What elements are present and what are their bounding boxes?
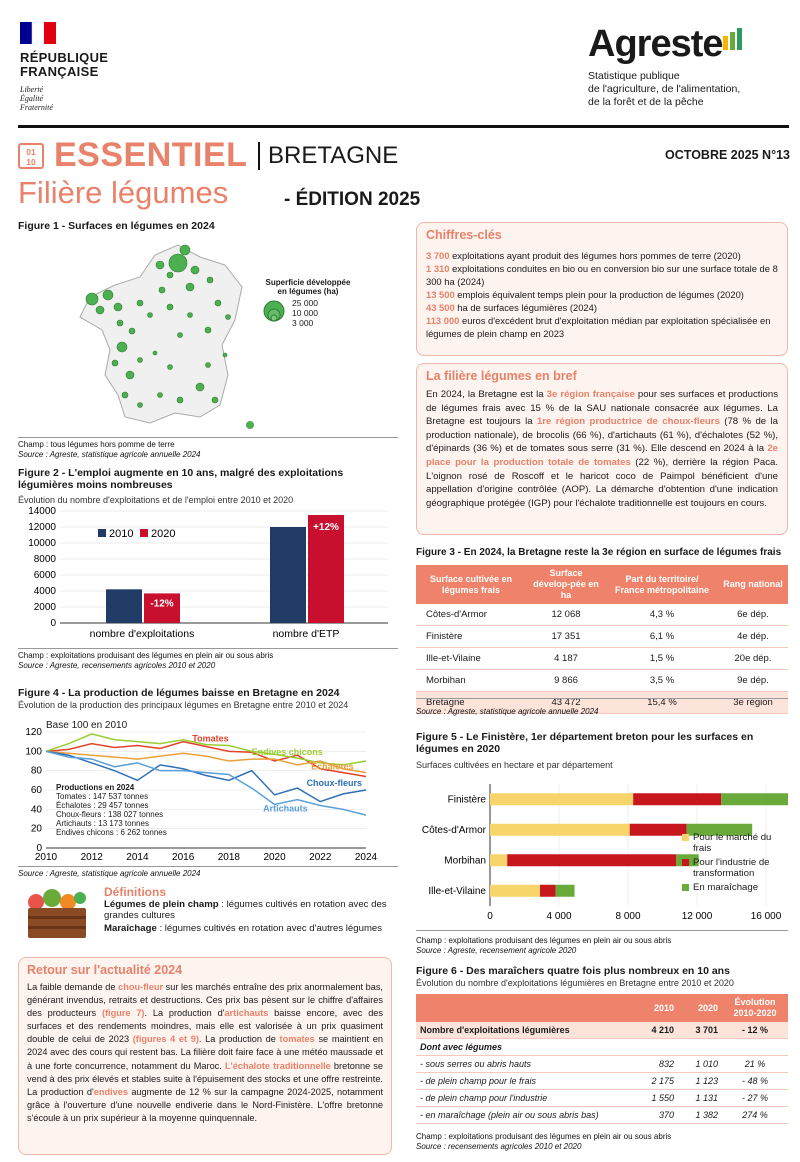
fig3-cell: 20e dép. xyxy=(718,648,788,670)
filiere-p3: (78 % de la production nationale), de brocolis (66 %), d'artichauts (61 %), d'échalotes (52 %), d'épinards (36 %) et de tomates sous serre (31 %). Elle descend en 2024 à la xyxy=(426,416,778,455)
fig2-chart xyxy=(18,505,398,645)
fig6-cell: 274 % xyxy=(722,1107,788,1124)
edition-label: - ÉDITION 2025 xyxy=(284,189,421,210)
retour-p3: . La production d' xyxy=(144,1008,225,1019)
fig5-bar-segment xyxy=(490,793,633,805)
fig2-subtitle: Évolution du nombre d'exploitations et de l'emploi entre 2010 et 2020 xyxy=(18,495,294,505)
fig2-ytick: 6000 xyxy=(33,570,56,581)
rf-line-1: RÉPUBLIQUE xyxy=(20,50,109,65)
retour-p1: La faible demande de xyxy=(27,982,119,992)
retour-k1: chou-fleur xyxy=(118,982,164,992)
fig2-bar-2010-1 xyxy=(270,527,306,623)
fig3-cell: 9e dép. xyxy=(718,670,788,692)
fig4-prod-endives: Endives chicons : 6 262 tonnes xyxy=(56,828,167,837)
fig2-ytick: 0 xyxy=(50,618,56,629)
retour-text xyxy=(27,981,383,1125)
fig1-legend-circles xyxy=(262,296,292,326)
filiere-k3: 2e place pour la production totale de tomates xyxy=(426,443,778,468)
chiffre-value: 43 500 xyxy=(426,302,455,313)
fig1-legend-v2: 10 000 xyxy=(292,308,318,318)
retour-p4: baisse encore, avec des surfaces et des rendements moindres, mais elle est valorisée à un prix quasiment double de celui de 2023 xyxy=(27,1008,384,1045)
filiere-k2: 1re région productrice de choux-fleurs xyxy=(536,416,720,428)
fig6-row xyxy=(416,1073,788,1090)
fig5-bar-segment xyxy=(630,824,687,836)
fig6-h3: Évolution 2010-2020 xyxy=(722,994,788,1022)
fig2-legend-label: 2020 xyxy=(151,528,176,540)
fig4-prod-chouxfleurs: Choux-fleurs : 138 027 tonnes xyxy=(56,810,164,819)
definitions-title: Définitions xyxy=(104,885,166,899)
fig4-series-label: Endives chicons xyxy=(251,747,323,758)
fig6-cell: 2 175 xyxy=(634,1073,678,1090)
definition-1 xyxy=(104,899,394,921)
fig5-bar-segment xyxy=(721,793,788,805)
essentiel-badge xyxy=(18,143,44,169)
chiffre-item xyxy=(426,314,778,340)
fig3-cell: 4 187 xyxy=(526,648,606,670)
motto-liberte: Liberté xyxy=(20,85,44,94)
fig2-data-label: +12% xyxy=(313,522,339,533)
fig5-legend-swatch xyxy=(682,834,689,841)
fig2-bar-2010-0 xyxy=(106,589,142,623)
chiffres-title: Chiffres-clés xyxy=(426,228,502,242)
retour-k6: L'échalote traditionnelle xyxy=(224,1060,331,1071)
fig4-series-label: Artichauts xyxy=(263,803,308,814)
chiffre-value: 13 500 xyxy=(426,289,455,300)
fig2-divider xyxy=(18,648,398,649)
fig4-divider xyxy=(18,866,398,867)
fig6-cell: 1 382 xyxy=(678,1107,722,1124)
fig4-productions xyxy=(56,783,167,837)
fig5-ytick: Côtes-d'Armor xyxy=(421,824,486,836)
fig6-cell: 1 123 xyxy=(678,1073,722,1090)
fig6-row xyxy=(416,1090,788,1107)
fig1-note-text: Champ : tous légumes hors pomme de terre xyxy=(18,440,175,449)
fig4-prod-echalotes: Échalotes : 29 457 tonnes xyxy=(56,801,149,810)
filiere-title: La filière légumes en bref xyxy=(426,369,577,383)
fig1-note xyxy=(18,440,200,459)
definition-2-term: Maraîchage xyxy=(104,923,157,934)
fig6-note: Champ : exploitations produisant des légumes en plein air ou sous abris xyxy=(416,1132,672,1141)
fig5-note: Champ : exploitations produisant des légumes en plein air ou sous abris xyxy=(416,936,672,945)
chiffre-text: exploitations ayant produit des légumes hors pommes de terre (2020) xyxy=(449,250,741,261)
fig2-legend-swatch xyxy=(140,529,148,537)
fig4-subtitle: Évolution de la production des principaux légumes en Bretagne entre 2010 et 2024 xyxy=(18,700,349,710)
fig3-cell: 3,5 % xyxy=(606,670,718,692)
fig5-bar-segment xyxy=(490,824,630,836)
filiere-text xyxy=(426,388,778,510)
fig5-legend-label: Pour l'industrie de transformation xyxy=(693,857,770,879)
fig2-note: Champ : exploitations produisant des légumes en plein air ou sous abris xyxy=(18,651,274,660)
fig2-data-label: -12% xyxy=(150,598,174,610)
chiffre-item xyxy=(426,249,778,262)
agreste-bars-icon xyxy=(723,28,743,50)
agreste-sub-3: de la forêt et de la pêche xyxy=(588,96,704,108)
fig6-cell: 1 131 xyxy=(678,1090,722,1107)
fig3-cell: 3e région xyxy=(718,692,788,714)
fig2-ytick: 4000 xyxy=(33,586,56,597)
fig3-cell: 43 472 xyxy=(526,692,606,714)
fig4-xtick: 2014 xyxy=(126,852,149,863)
retour-k3: artichauts xyxy=(224,1008,269,1019)
fig3-row xyxy=(416,648,788,670)
chiffre-text: ha de surfaces légumières (2024) xyxy=(454,302,597,313)
fig6-cell: 1 010 xyxy=(678,1056,722,1073)
fig6-main-evol: - 12 % xyxy=(722,1022,788,1039)
fig4-xtick: 2012 xyxy=(80,852,103,863)
definition-1-term: Légumes de plein champ xyxy=(104,899,219,910)
fig6-main-label: Nombre d'exploitations légumières xyxy=(416,1022,634,1039)
badge-bottom: 10 xyxy=(26,157,36,167)
agreste-sub-1: Statistique publique xyxy=(588,70,680,82)
fig2-ytick: 14000 xyxy=(28,506,56,517)
chiffre-item xyxy=(426,288,778,301)
fig3-cell: 9 866 xyxy=(526,670,606,692)
retour-p5: . La production de xyxy=(198,1034,280,1045)
fig1-legend-title-1: Superficie développée xyxy=(265,278,351,287)
fig1-legend-v1: 25 000 xyxy=(292,298,318,308)
fig6-dont-row xyxy=(416,1039,788,1056)
fig4-source: Source : Agreste, statistique agricole annuelle 2024 xyxy=(18,869,201,878)
badge-top: 01 xyxy=(26,147,36,157)
republique-francaise-logo xyxy=(20,22,140,112)
fig3-cell: Morbihan xyxy=(416,670,526,692)
fig2-legend-label: 2010 xyxy=(109,528,134,540)
fig6-cell: - 27 % xyxy=(722,1090,788,1107)
fig1-divider xyxy=(18,437,398,438)
fig3-cell: 15,4 % xyxy=(606,692,718,714)
fig6-row xyxy=(416,1107,788,1124)
fig6-h1: 2010 xyxy=(634,994,678,1022)
fig6-title: Figure 6 - Des maraîchers quatre fois plus nombreux en 10 ans xyxy=(416,965,730,977)
fig4-xtick: 2022 xyxy=(309,852,332,863)
fig5-bar-segment xyxy=(540,885,556,897)
fig5-xtick: 0 xyxy=(487,911,493,922)
fig3-source: Source : Agreste, statistique agricole annuelle 2024 xyxy=(416,707,599,716)
fig6-cell: - en maraîchage (plein air ou sous abris bas) xyxy=(416,1107,634,1124)
header-rule xyxy=(18,125,789,128)
fig5-bar-segment xyxy=(507,854,676,866)
chiffre-text: emplois équivalent temps plein pour la production de légumes (2020) xyxy=(454,289,744,300)
fig5-legend-swatch xyxy=(682,859,689,866)
fig5-bar-segment xyxy=(556,885,575,897)
fig3-cell: 4,3 % xyxy=(606,604,718,626)
fig2-legend-swatch xyxy=(98,529,106,537)
fig1-map xyxy=(60,235,260,435)
fig3-title: Figure 3 - En 2024, la Bretagne reste la 3e région en surface de légumes frais xyxy=(416,547,782,558)
agreste-logo xyxy=(588,22,788,109)
fig1-source: Source : Agreste, statistique agricole annuelle 2024 xyxy=(18,449,201,459)
essentiel-title: ESSENTIEL xyxy=(54,136,248,174)
fig5-ytick: Morbihan xyxy=(444,855,486,867)
fig4-series-label: Tomates xyxy=(192,733,229,744)
fig4-ytick: 60 xyxy=(30,785,42,796)
filiere-panel xyxy=(416,363,788,535)
fig6-cell: 832 xyxy=(634,1056,678,1073)
fig3-table xyxy=(416,565,788,714)
fig3-cell: 4e dép. xyxy=(718,626,788,648)
chiffre-item xyxy=(426,262,778,288)
fig3-cell: 12 068 xyxy=(526,604,606,626)
fig4-xtick: 2010 xyxy=(34,852,58,863)
fig2-ytick: 2000 xyxy=(33,602,56,613)
definition-2 xyxy=(104,923,394,934)
fig1-legend-values xyxy=(292,298,318,328)
fig3-cell: 17 351 xyxy=(526,626,606,648)
fig6-cell: - de plein champ pour l'industrie xyxy=(416,1090,634,1107)
fig5-xtick: 4 000 xyxy=(546,911,572,922)
fig5-bar-segment xyxy=(633,793,721,805)
fig5-subtitle: Surfaces cultivées en hectare et par département xyxy=(416,760,613,770)
fig6-cell: - de plein champ pour le frais xyxy=(416,1073,634,1090)
fig5-xtick: 12 000 xyxy=(681,911,713,922)
fig5-xtick: 16 000 xyxy=(750,911,782,922)
retour-p8: augmente de 12 % sur la campagne 2024-2025, notamment grâce à l'ouverture d'une nouvelle endiverie dans le Nord-Finistère. L'offre bretonne s'écoule à un prix supérieur à la moyenne quinquennale. xyxy=(27,1086,384,1123)
fig4-prod-tomates: Tomates : 147 537 tonnes xyxy=(56,792,149,801)
fig5-source: Source : Agreste, recensement agricole 2020 xyxy=(416,945,577,955)
retour-p6: se maintient en 2024 avec des cours qui restent bas. La filière doit faire face à une météo maussade et à une forte concurrence, notamment du Maroc. xyxy=(27,1034,383,1071)
retour-p2: sur les marchés entraîne des prix anormalement bas, générant invendus, retraits et destructions. Ces prix bas pèsent sur le chiffre d'affaires des producteurs xyxy=(27,982,383,1019)
fig4-xtick: 2016 xyxy=(172,852,195,863)
fig5-legend-item xyxy=(682,857,788,879)
agreste-sub-2: de l'agriculture, de l'alimentation, xyxy=(588,83,741,95)
fig4-xtick: 2024 xyxy=(354,852,378,863)
fig4-series-label: Échalotes xyxy=(311,761,354,772)
fig3-cell: Bretagne xyxy=(416,692,526,714)
fig4-title: Figure 4 - La production de légumes baisse en Bretagne en 2024 xyxy=(18,687,340,699)
fig4-ytick: 80 xyxy=(30,765,42,777)
fig1-title: Figure 1 - Surfaces en légumes en 2024 xyxy=(18,220,215,232)
fig5-legend-item xyxy=(682,832,788,854)
chiffres-list xyxy=(426,249,778,340)
fig2-source: Source : Agreste, recensements agricoles 2010 et 2020 xyxy=(18,660,216,670)
fig6-h0 xyxy=(416,994,634,1022)
retour-panel xyxy=(18,957,392,1155)
fig4-xtick: 2020 xyxy=(263,852,286,863)
fig2-ytick: 10000 xyxy=(28,538,56,549)
chiffres-panel xyxy=(416,222,788,356)
fig1-legend-v3: 3 000 xyxy=(292,318,314,328)
fig4-prod-title: Productions en 2024 xyxy=(56,783,135,792)
fig6-row xyxy=(416,1056,788,1073)
fig1-legend-title xyxy=(258,278,358,296)
fig2-title: Figure 2 - L'emploi augmente en 10 ans, malgré des exploitations légumières moins nombreuses xyxy=(18,467,344,491)
fig6-h2: 2020 xyxy=(678,994,722,1022)
fig5-bar-segment xyxy=(490,885,540,897)
fig5-legend xyxy=(682,832,788,896)
fig5-ytick: Finistère xyxy=(447,794,486,806)
fig3-h0: Surface cultivée en légumes frais xyxy=(416,565,526,604)
fig4-prod-artichauts: Artichauts : 13 173 tonnes xyxy=(56,819,149,828)
retour-k4: (figures 4 et 9) xyxy=(132,1034,199,1045)
fig5-xtick: 8 000 xyxy=(615,911,641,922)
fig6-cell: - sous serres ou abris hauts xyxy=(416,1056,634,1073)
fig6-table xyxy=(416,994,788,1124)
fig5-legend-label: Pour le marché du frais xyxy=(693,832,772,854)
fig3-h3: Rang national xyxy=(718,565,788,604)
fig6-cell: 1 550 xyxy=(634,1090,678,1107)
fig3-h2: Part du territoire/ France métropolitaine xyxy=(606,565,718,604)
retour-k2: (figure 7) xyxy=(101,1008,145,1019)
fig2-ytick: 8000 xyxy=(33,554,56,565)
issue-date: OCTOBRE 2025 N°13 xyxy=(665,148,790,162)
fig1-legend-title-2: en légumes (ha) xyxy=(277,287,339,296)
definition-2-text: : légumes cultivés en rotation avec d'autres légumes xyxy=(156,923,383,934)
fig4-base: Base 100 en 2010 xyxy=(46,720,128,731)
region-title: BRETAGNE xyxy=(258,142,398,170)
fig4-ytick: 40 xyxy=(30,804,42,816)
marianne-icon xyxy=(20,22,56,44)
fig5-divider xyxy=(416,930,788,931)
filiere-p2: pour ses surfaces et productions de légumes frais avec 15 % de la SAU nationale consacrée aux légumes. La Bretagne est toujours la xyxy=(426,389,779,428)
retour-k7: endives xyxy=(93,1086,128,1097)
fig6-main-row xyxy=(416,1022,788,1039)
fig6-source: Source : recensements agricoles 2010 et 2020 xyxy=(416,1141,582,1151)
fig2-ytick: 12000 xyxy=(28,522,56,533)
fig3-row xyxy=(416,670,788,692)
motto-egalite: Égalité xyxy=(20,94,44,103)
fig3-cell: 6,1 % xyxy=(606,626,718,648)
fig6-cell: - 48 % xyxy=(722,1073,788,1090)
chiffre-text: exploitations conduites en bio ou en conversion bio sur une surface totale de 8 300 ha (2024) xyxy=(426,263,778,287)
retour-title: Retour sur l'actualité 2024 xyxy=(27,963,183,977)
fig4-series-label: Choux-fleurs xyxy=(306,778,363,789)
fig5-legend-label: En maraîchage xyxy=(693,882,759,893)
chiffre-value: 113 000 xyxy=(426,315,460,326)
fig6-subtitle: Évolution du nombre d'exploitations légumières en Bretagne entre 2010 et 2020 xyxy=(416,978,734,988)
fig4-ytick: 20 xyxy=(30,823,42,835)
fig2-xtick: nombre d'ETP xyxy=(272,628,340,640)
rf-line-2: FRANÇAISE xyxy=(20,64,99,79)
fig3-row xyxy=(416,626,788,648)
filiere-k1: 3e région française xyxy=(546,389,635,400)
fig5-legend-item xyxy=(682,882,788,893)
fig3-divider xyxy=(416,698,788,699)
fig4-xtick: 2018 xyxy=(217,852,240,863)
chiffre-text: euros d'excédent brut d'exploitation médian par exploitation spécialisée en légumes de plein champ en 2023 xyxy=(426,315,771,339)
fig6-cell: 370 xyxy=(634,1107,678,1124)
fig5-bar-segment xyxy=(490,854,507,866)
fig4-ytick: 100 xyxy=(25,746,42,758)
fig5-title: Figure 5 - Le Finistère, 1er département breton pour les surfaces en légumes en 2020 xyxy=(416,731,754,755)
chiffre-item xyxy=(426,301,778,314)
fig3-cell: 1,5 % xyxy=(606,648,718,670)
fig2-xtick: nombre d'exploitations xyxy=(89,628,195,640)
retour-k5: tomates xyxy=(279,1034,315,1045)
filiere-p4: (22 %), derrière la région Paca. L'oignon rosé de Roscoff et le haricot coco de Paimpol bénéficient d'une appellation d'origine contrôlée (AOP). La démarche d'obtention d'une indication géographique protégée (IGP) pour l'échalote traditionnelle est toujours en cours. xyxy=(426,456,778,509)
fig6-cell: 21 % xyxy=(722,1056,788,1073)
fig6-dont: Dont avec légumes xyxy=(416,1039,788,1056)
fig4-ytick: 0 xyxy=(36,843,42,854)
fig3-cell: Finistère xyxy=(416,626,526,648)
fig3-cell: 6e dép. xyxy=(718,604,788,626)
vegetable-crate-icon xyxy=(26,888,88,940)
chiffre-value: 3 700 xyxy=(426,250,450,261)
fig6-main-2020: 3 701 xyxy=(678,1022,722,1039)
motto-fraternite: Fraternité xyxy=(20,103,53,112)
fig3-cell: Côtes-d'Armor xyxy=(416,604,526,626)
fig5-ytick: Ille-et-Vilaine xyxy=(428,885,486,897)
fig3-row xyxy=(416,604,788,626)
fig4-ytick: 120 xyxy=(25,728,42,738)
definition-1-text: : légumes cultivés en rotation avec des grandes cultures xyxy=(104,899,387,921)
fig3-h1: Surface dévelop-pée en ha xyxy=(526,565,606,604)
fig5-legend-swatch xyxy=(682,884,689,891)
fig6-main-2010: 4 210 xyxy=(634,1022,678,1039)
retour-p7: bretonne se vend à des prix élevés et stables suite à l'épuisement des stocks et une offre restreinte. La production d' xyxy=(27,1060,383,1097)
agreste-wordmark: Agreste xyxy=(588,23,723,65)
filiere-p1: En 2024, la Bretagne est la xyxy=(426,389,547,400)
page-title: Filière légumes xyxy=(18,175,229,210)
fig3-cell: Ille-et-Vilaine xyxy=(416,648,526,670)
chiffre-value: 1 310 xyxy=(426,263,450,274)
